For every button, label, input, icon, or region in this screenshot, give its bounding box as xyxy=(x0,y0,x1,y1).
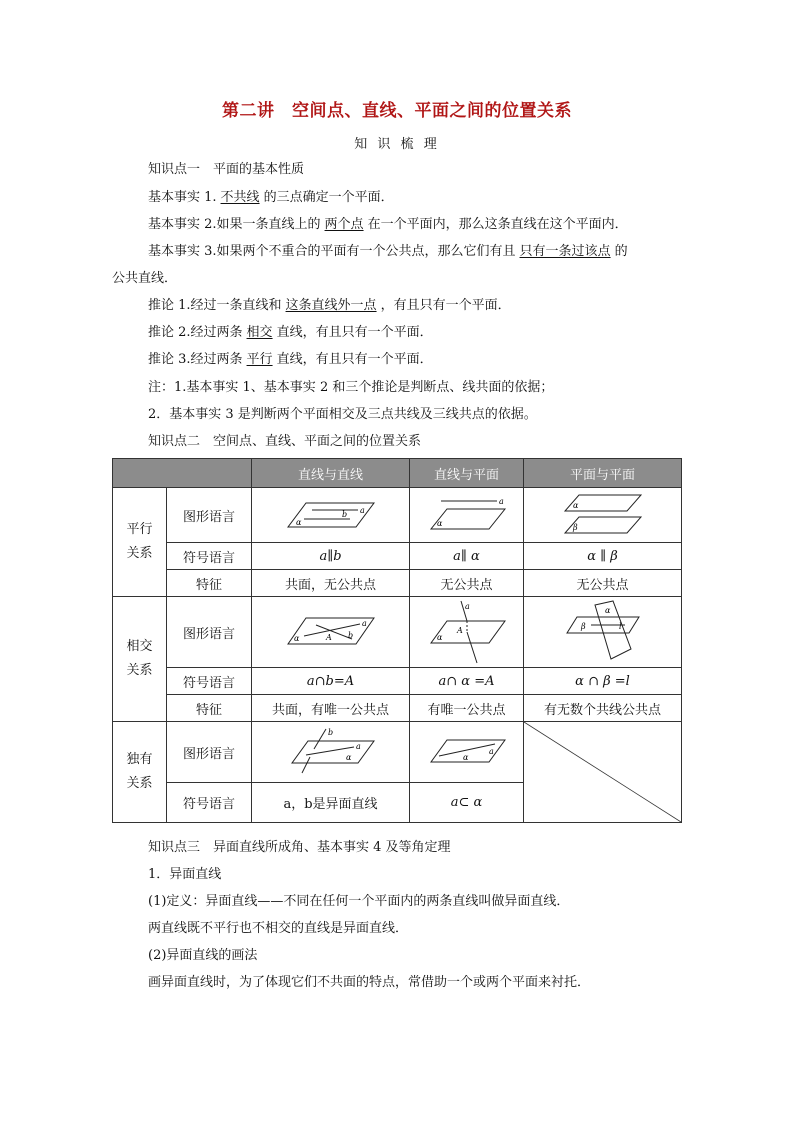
table-corner-cell xyxy=(113,459,252,488)
corollary-3-blank: 平行 xyxy=(246,352,273,367)
sym-plane-plane-intersect: α ∩ β =l xyxy=(524,668,682,695)
fact-2-pre: 基本事实 2.如果一条直线上的 xyxy=(148,217,321,232)
k2-heading: 知识点二 空间点、直线、平面之间的位置关系 xyxy=(148,434,422,449)
corollary-1 xyxy=(148,297,511,315)
sym-label: 符号语言 xyxy=(167,783,252,823)
group-unique-line1: 独有 xyxy=(126,752,153,767)
k3-drawing-method: 画异面直线时，为了体现它们不共面的特点，常借助一个或两个平面来衬托． xyxy=(148,975,591,990)
svg-text:β: β xyxy=(580,622,586,631)
plane-plane-parallel-diagram-icon xyxy=(561,493,645,537)
sym-line-plane-parallel: a∥ α xyxy=(410,543,524,570)
sym-parallel-lines: a∥b xyxy=(252,543,410,570)
sym-plane-plane-parallel: α ∥ β xyxy=(524,543,682,570)
fig-label: 图形语言 xyxy=(167,488,252,543)
svg-text:a: a xyxy=(359,506,365,515)
empty-diagonal-cell xyxy=(524,722,682,823)
corollary-2-pre: 推论 2.经过两条 xyxy=(148,325,243,340)
group-parallel-line2: 关系 xyxy=(126,546,153,561)
corollary-1-pre: 推论 1.经过一条直线和 xyxy=(148,298,282,313)
fig-plane-plane-intersect xyxy=(524,597,682,668)
corollary-2-blank: 相交 xyxy=(246,325,273,340)
feat-parallel-lines: 共面，无公共点 xyxy=(252,570,410,597)
fig-line-plane-intersect xyxy=(410,597,524,668)
k1-heading: 知识点一 平面的基本性质 xyxy=(148,162,305,177)
corollary-3 xyxy=(148,351,433,369)
feat-label: 特征 xyxy=(167,570,252,597)
fact-3 xyxy=(148,243,628,261)
svg-text:A: A xyxy=(456,626,463,635)
group-unique-line2: 关系 xyxy=(126,776,153,791)
svg-text:α: α xyxy=(345,753,351,762)
svg-text:α: α xyxy=(436,519,442,528)
group-parallel xyxy=(113,488,167,597)
corollary-2-post: 直线，有且只有一个平面． xyxy=(276,325,433,340)
corollary-1-blank: 这条直线外一点 xyxy=(285,298,377,313)
intersect-symbol-row xyxy=(113,668,682,695)
section-subtitle: 知 识 梳 理 xyxy=(354,137,440,152)
feat-line-plane-intersect: 有唯一公共点 xyxy=(410,695,524,722)
fig-parallel-lines xyxy=(252,488,410,543)
svg-text:b: b xyxy=(347,631,353,640)
svg-text:a: a xyxy=(498,497,504,506)
header-line-plane: 直线与平面 xyxy=(410,459,524,488)
note-1: 注：1.基本事实 1、基本事实 2 和三个推论是判断点、线共面的依据； xyxy=(148,380,554,395)
sym-label: 符号语言 xyxy=(167,543,252,570)
feat-line-plane-parallel: 无公共点 xyxy=(410,570,524,597)
feat-plane-plane-parallel: 无公共点 xyxy=(524,570,682,597)
fact-3-post: 的 xyxy=(614,244,628,259)
fact-1-post: 的三点确定一个平面． xyxy=(263,190,394,205)
svg-text:b: b xyxy=(327,728,333,737)
k3-section-1: 1．异面直线 xyxy=(148,867,222,882)
parallel-lines-diagram-icon xyxy=(286,495,376,535)
parallel-feature-row xyxy=(113,570,682,597)
k3-heading: 知识点三 异面直线所成角、基本事实 4 及等角定理 xyxy=(148,840,451,855)
line-in-plane-diagram-icon xyxy=(427,732,507,772)
intersect-figure-row xyxy=(113,597,682,668)
svg-text:β: β xyxy=(572,523,578,532)
svg-text:α: α xyxy=(604,606,610,615)
table-header-row xyxy=(113,459,682,488)
fig-line-plane-parallel xyxy=(410,488,524,543)
fact-1 xyxy=(148,189,394,207)
fact-1-pre: 基本事实 1. xyxy=(148,190,217,205)
feat-plane-plane-intersect: 有无数个共线公共点 xyxy=(524,695,682,722)
sym-intersect-lines: a∩b=A xyxy=(252,668,410,695)
corollary-1-post: ，有且只有一个平面． xyxy=(380,298,511,313)
fig-label: 图形语言 xyxy=(167,597,252,668)
k3-section-2: (2)异面直线的画法 xyxy=(148,948,258,963)
diagonal-slash-icon xyxy=(524,722,681,822)
svg-text:α: α xyxy=(436,633,442,642)
page-title: 第二讲 空间点、直线、平面之间的位置关系 xyxy=(222,101,572,121)
plane-plane-intersect-diagram-icon xyxy=(561,599,645,665)
fact-2-post: 在一个平面内，那么这条直线在这个平面内． xyxy=(367,217,628,232)
header-plane-plane: 平面与平面 xyxy=(524,459,682,488)
svg-text:a: a xyxy=(488,747,494,756)
line-plane-intersect-diagram-icon xyxy=(427,599,507,665)
sym-line-plane-intersect: a∩ α =A xyxy=(410,668,524,695)
svg-text:b: b xyxy=(341,510,347,519)
k3-definition-2: 两直线既不平行也不相交的直线是异面直线． xyxy=(148,921,409,936)
line-plane-parallel-diagram-icon xyxy=(427,495,507,535)
k3-definition: (1)定义：异面直线——不同在任何一个平面内的两条直线叫做异面直线． xyxy=(148,894,570,909)
intersect-feature-row xyxy=(113,695,682,722)
svg-text:l: l xyxy=(618,622,622,631)
svg-text:a: a xyxy=(464,602,470,611)
position-relation-table xyxy=(112,458,682,823)
parallel-symbol-row xyxy=(113,543,682,570)
svg-text:A: A xyxy=(325,633,332,642)
fact-2-blank: 两个点 xyxy=(324,217,364,232)
corollary-3-post: 直线，有且只有一个平面． xyxy=(276,352,433,367)
group-intersect-line1: 相交 xyxy=(126,639,153,654)
fig-plane-plane-parallel xyxy=(524,488,682,543)
svg-text:α: α xyxy=(462,753,468,762)
group-intersect xyxy=(113,597,167,722)
fact-3-cont: 公共直线． xyxy=(112,271,178,286)
unique-figure-row xyxy=(113,722,682,783)
fact-3-blank: 只有一条过该点 xyxy=(519,244,611,259)
note-2: 2．基本事实 3 是判断两个平面相交及三点共线及三线共点的依据。 xyxy=(148,407,537,422)
sym-skew-lines: a，b是异面直线 xyxy=(252,783,410,823)
group-parallel-line1: 平行 xyxy=(126,522,153,537)
sym-label: 符号语言 xyxy=(167,668,252,695)
fig-label: 图形语言 xyxy=(167,722,252,783)
corollary-2 xyxy=(148,324,433,342)
corollary-3-pre: 推论 3.经过两条 xyxy=(148,352,243,367)
group-unique xyxy=(113,722,167,823)
fig-intersect-lines xyxy=(252,597,410,668)
feat-intersect-lines: 共面，有唯一公共点 xyxy=(252,695,410,722)
svg-text:α: α xyxy=(293,634,299,643)
svg-text:α: α xyxy=(572,501,578,510)
fig-skew-lines xyxy=(252,722,410,783)
feat-label: 特征 xyxy=(167,695,252,722)
svg-text:a: a xyxy=(361,619,367,628)
skew-lines-diagram-icon xyxy=(286,725,376,779)
svg-text:α: α xyxy=(295,518,301,527)
header-line-line: 直线与直线 xyxy=(252,459,410,488)
parallel-figure-row xyxy=(113,488,682,543)
intersect-lines-diagram-icon xyxy=(286,612,376,652)
fig-line-in-plane xyxy=(410,722,524,783)
fact-2 xyxy=(148,216,628,234)
group-intersect-line2: 关系 xyxy=(126,663,153,678)
sym-line-in-plane: a⊂ α xyxy=(410,783,524,823)
fact-3-pre: 基本事实 3.如果两个不重合的平面有一个公共点，那么它们有且 xyxy=(148,244,516,259)
svg-text:a: a xyxy=(355,742,361,751)
fact-1-blank: 不共线 xyxy=(220,190,260,205)
